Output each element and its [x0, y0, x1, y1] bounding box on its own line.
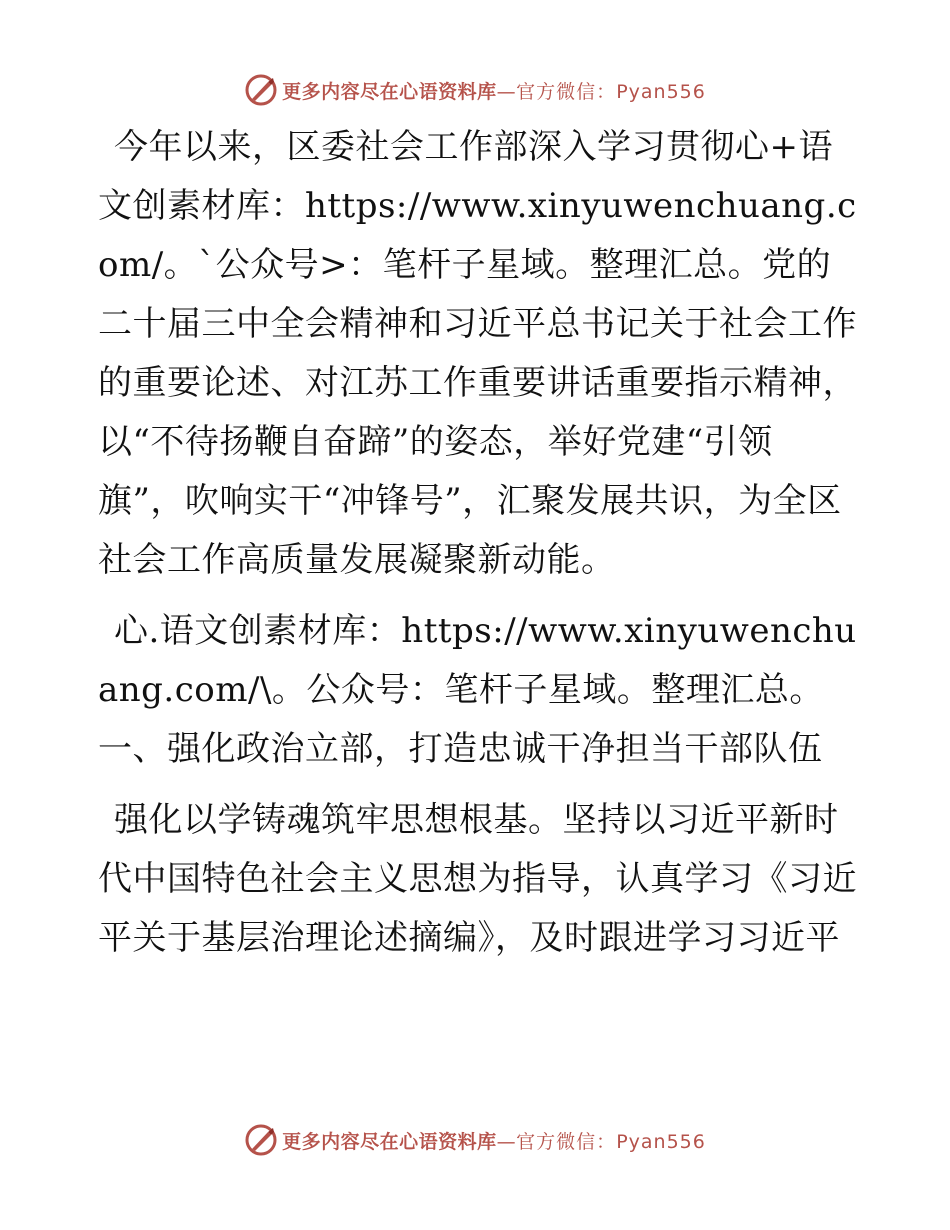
paragraph-section-heading: 心.语文创素材库：https://www.xinyuwenchuang.com/\。公众号：笔杆子星域。整理汇总。一、强化政治立部，打造忠诚干净担当干部队伍	[98, 611, 857, 769]
document-body	[98, 118, 858, 980]
quill-logo-icon	[244, 1123, 278, 1157]
watermark-text: 更多内容尽在心语资料库—官方微信：Pyan556	[282, 80, 706, 103]
paragraph-intro: 今年以来，区委社会工作部深入学习贯彻心+语文创素材库：https://www.xinyuwenchuang.com/。`公众号>：笔杆子星域。整理汇总。党的二十届三中全会精神和习近平总书记关于社会工作的重要论述、对江苏工作重要讲话重要指示精神，以“不待扬鞭自奋蹄”的姿态，举好党建“引领旗”，吹响实干“冲锋号”，汇聚发展共识，为全区社会工作高质量发展凝聚新动能。	[98, 127, 857, 580]
footer-watermark	[0, 1122, 950, 1158]
quill-logo-icon	[244, 73, 278, 107]
header-watermark	[0, 72, 950, 108]
paragraph-study: 强化以学铸魂筑牢思想根基。坚持以习近平新时代中国特色社会主义思想为指导，认真学习《习近平关于基层治理论述摘编》，及时跟进学习习近平	[98, 800, 857, 958]
watermark-text: 更多内容尽在心语资料库—官方微信：Pyan556	[282, 1130, 706, 1153]
